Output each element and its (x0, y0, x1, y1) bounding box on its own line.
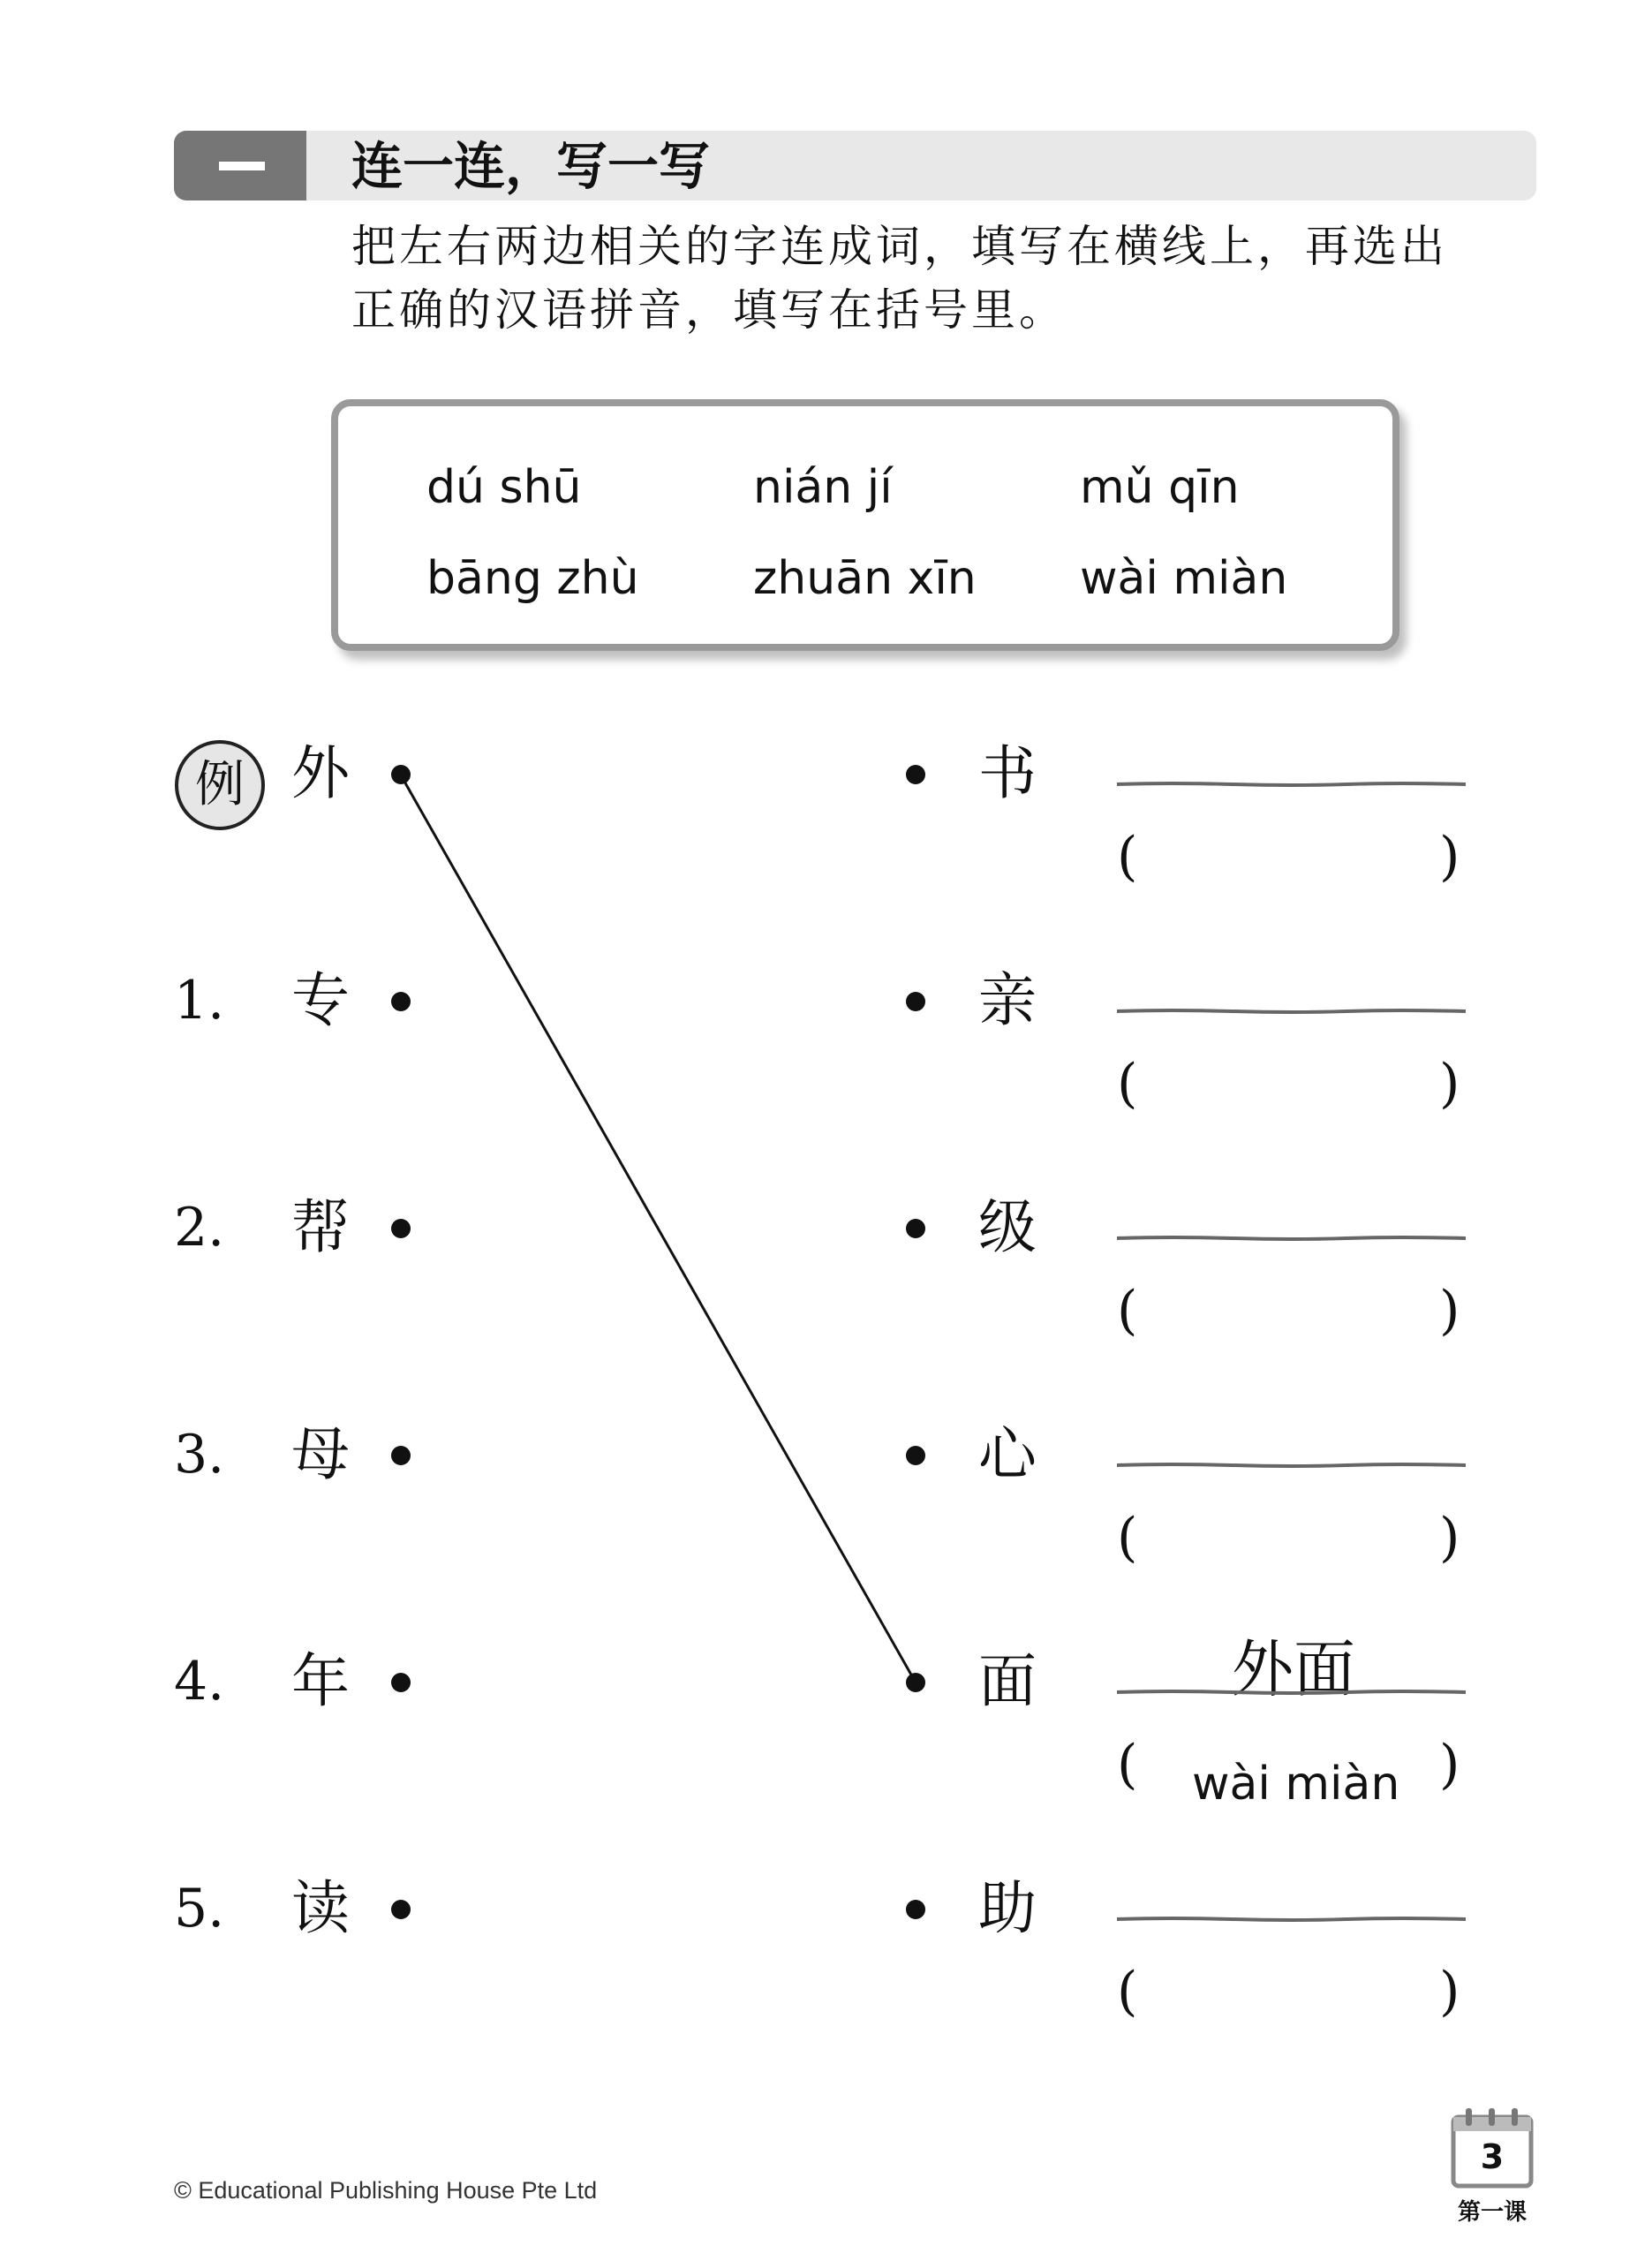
copyright-text: © Educational Publishing House Pte Ltd (174, 2177, 598, 2204)
pinyin-option: dú shū (426, 461, 582, 514)
right-char: 书 (978, 739, 1037, 807)
answer-line[interactable] (1117, 1460, 1466, 1471)
right-dot[interactable] (906, 1446, 925, 1465)
paren-close: ) (1439, 1280, 1460, 1342)
left-char: 母 (291, 1420, 350, 1488)
left-char: 年 (291, 1647, 350, 1715)
right-char: 亲 (978, 966, 1037, 1034)
left-char-example: 外 (291, 739, 350, 807)
paren-close: ) (1439, 1734, 1460, 1796)
page-number: 3 (1480, 2137, 1505, 2176)
answer-line[interactable] (1117, 1914, 1466, 1924)
left-dot[interactable] (391, 1673, 411, 1692)
right-char: 面 (978, 1647, 1037, 1715)
left-dot[interactable] (391, 1900, 411, 1919)
paren-open: ( (1117, 1507, 1138, 1569)
right-dot[interactable] (906, 1673, 925, 1692)
left-char: 帮 (291, 1193, 350, 1261)
paren-close: ) (1439, 1053, 1460, 1115)
right-char: 级 (978, 1193, 1037, 1261)
left-char: 专 (291, 966, 350, 1034)
instruction-line: 把左右两边相关的字连成词，填写在横线上，再选出 (351, 221, 1448, 272)
paren-open: ( (1117, 1734, 1138, 1796)
left-char: 读 (291, 1874, 350, 1942)
example-marker: 例 (175, 740, 265, 830)
item-number: 5. (174, 1878, 225, 1940)
instruction-text (351, 215, 1535, 342)
pinyin-word-bank (331, 399, 1399, 651)
paren-open: ( (1117, 826, 1138, 888)
pinyin-option: bāng zhù (426, 552, 639, 605)
pinyin-option: nián jí (753, 461, 893, 514)
item-number: 1. (174, 970, 225, 1032)
left-dot[interactable] (391, 1219, 411, 1238)
instruction-line: 正确的汉语拼音，填写在括号里。 (351, 284, 1067, 336)
paren-close: ) (1439, 1961, 1460, 2023)
example-answer-word: 外面 (1232, 1633, 1355, 1705)
right-char: 助 (978, 1874, 1037, 1942)
answer-line[interactable] (1117, 1233, 1466, 1244)
right-dot[interactable] (906, 992, 925, 1011)
lesson-label: 第一课 (1457, 2199, 1527, 2226)
pinyin-option: wài miàn (1080, 552, 1288, 605)
item-number: 2. (174, 1197, 225, 1259)
paren-open: ( (1117, 1961, 1138, 2023)
answer-line[interactable] (1117, 779, 1466, 790)
right-dot[interactable] (906, 765, 925, 784)
answer-line[interactable] (1117, 1687, 1466, 1698)
item-number: 3. (174, 1424, 225, 1486)
paren-close: ) (1439, 826, 1460, 888)
item-number: 4. (174, 1651, 225, 1713)
example-answer-pinyin: wài miàn (1192, 1758, 1400, 1811)
pinyin-option: mǔ qīn (1080, 461, 1240, 514)
section-title: 连一连，写一写 (351, 136, 711, 196)
pinyin-option: zhuān xīn (753, 552, 977, 605)
section-number-glyph (219, 162, 265, 170)
left-dot[interactable] (391, 992, 411, 1011)
right-char: 心 (978, 1420, 1037, 1488)
paren-open: ( (1117, 1053, 1138, 1115)
answer-line[interactable] (1117, 1006, 1466, 1017)
right-dot[interactable] (906, 1219, 925, 1238)
right-dot[interactable] (906, 1900, 925, 1919)
left-dot[interactable] (391, 1446, 411, 1465)
left-dot-example[interactable] (391, 765, 411, 784)
paren-open: ( (1117, 1280, 1138, 1342)
paren-close: ) (1439, 1507, 1460, 1569)
